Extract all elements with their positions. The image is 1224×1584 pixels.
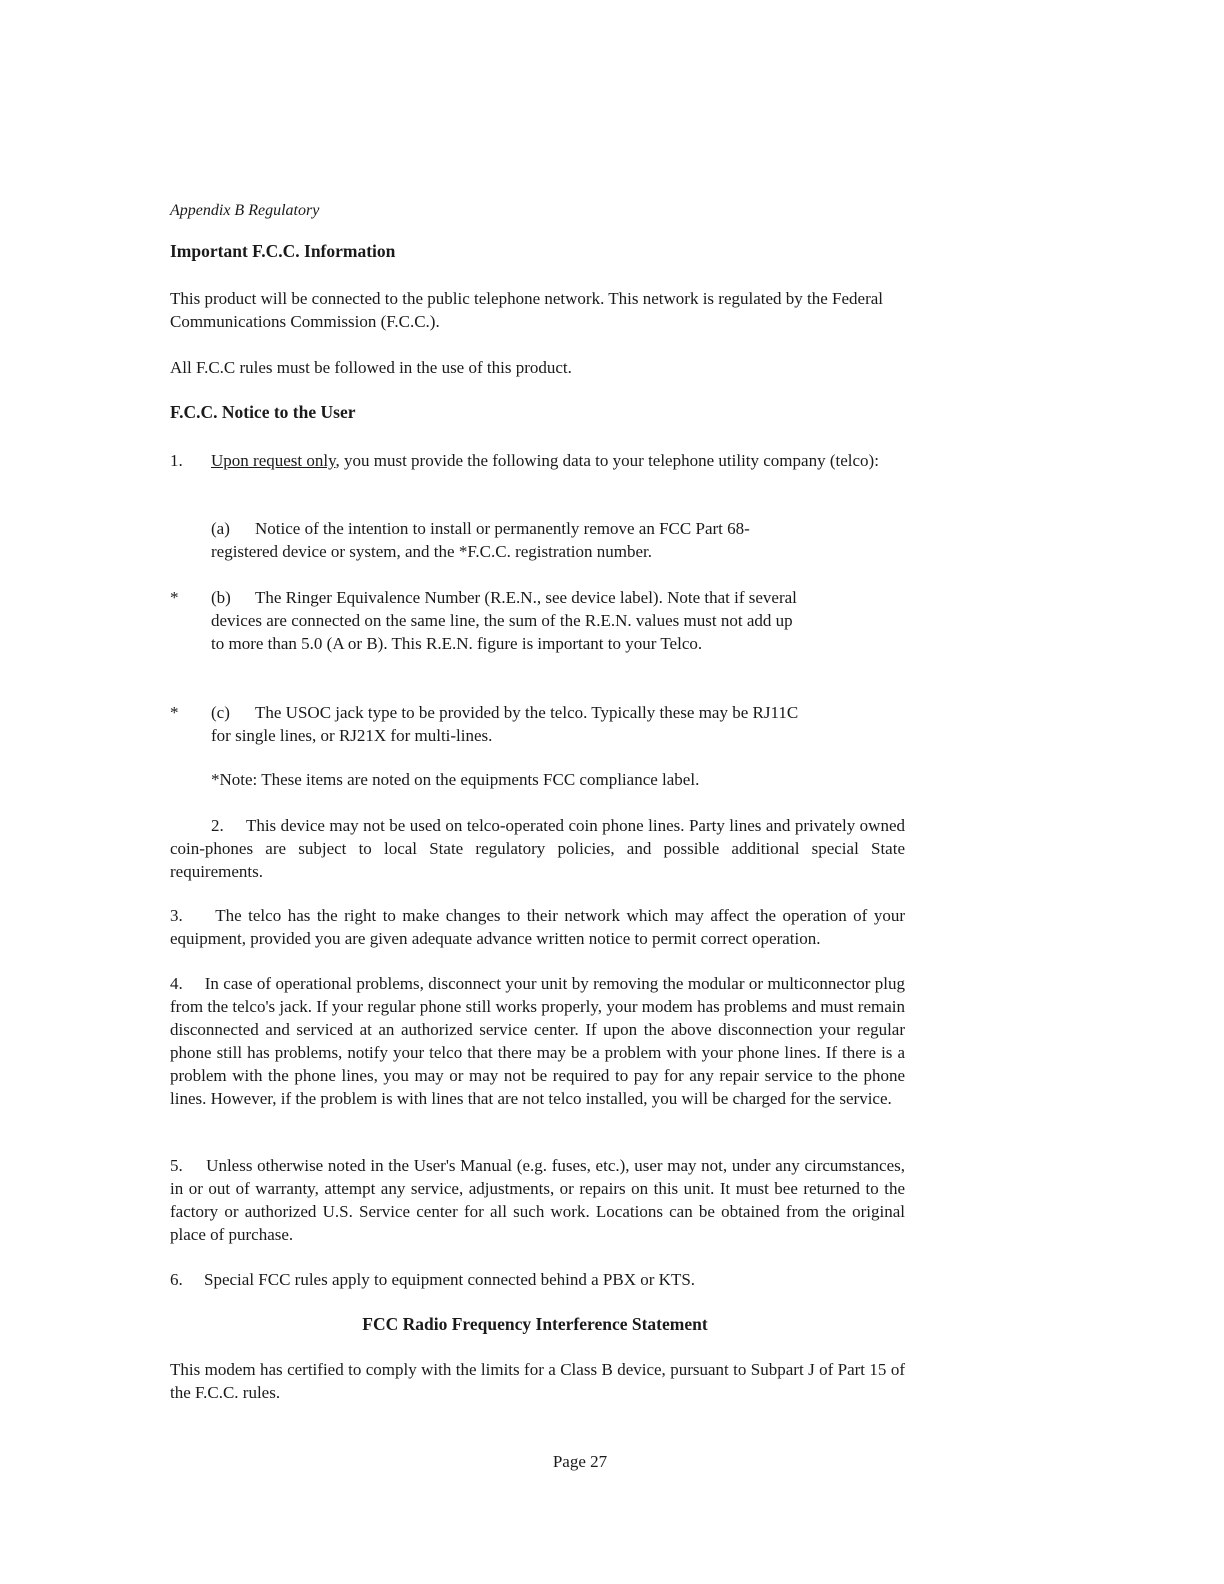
item-3-number: 3. xyxy=(170,906,183,925)
item-1-text xyxy=(211,449,901,472)
item-3-body: The telco has the right to make changes to their network which may affect the operation of your equipment, provided you are given adequate advance written notice to permit correct operation. xyxy=(170,906,906,948)
fcc-info-paragraph-1: This product will be connected to the public telephone network. This network is regulated by the Federal Communications Commission (F.C.C.). xyxy=(170,289,884,331)
compliance-note: *Note: These items are noted on the equipments FCC compliance label. xyxy=(211,770,700,789)
item-2-body: This device may not be used on telco-operated coin phone lines. Party lines and privately owned coin-phones are subject to local State regulatory policies, and possible additional special State requirements. xyxy=(170,816,906,881)
item-4-body: In case of operational problems, disconnect your unit by removing the modular or multiconnector plug from the telco's jack. If your regular phone still works properly, your modem has problems and must remain disconnected and serviced at an authorized service center. If upon the above disconnection your regular phone still has problems, notify your telco that there may be a problem with your phone lines. If there is a problem with the phone lines, you may or may not be required to pay for any repair service to the phone lines. However, if the problem is with lines that are not telco installed, you will be charged for the service. xyxy=(170,974,905,1108)
upon-request-only: Upon request only xyxy=(211,451,336,470)
item-1b-text: The Ringer Equivalence Number (R.E.N., see device label). Note that if several devices are connected on the same line, the sum of the R.E.N. values must not add up to more than 5.0 (A or B). This R.E.N. figure is important to your Telco. xyxy=(211,588,797,653)
item-6-number: 6. xyxy=(170,1270,183,1289)
item-3-text xyxy=(170,904,905,950)
item-1a-text: Notice of the intention to install or permanently remove an FCC Part 68-registered device or system, and the *F.C.C. registration number. xyxy=(211,519,750,561)
fcc-info-heading: Important F.C.C. Information xyxy=(170,241,396,261)
rfi-heading: FCC Radio Frequency Interference Statement xyxy=(362,1314,708,1334)
page-number: Page 27 xyxy=(552,1452,608,1471)
item-4-text xyxy=(170,972,905,1110)
rfi-paragraph: This modem has certified to comply with the limits for a Class B device, pursuant to Subpart J of Part 15 of the F.C.C. rules. xyxy=(170,1360,905,1402)
item-2-text xyxy=(170,814,905,883)
fcc-info-paragraph-2: All F.C.C rules must be followed in the use of this product. xyxy=(170,358,572,377)
item-1-body: , you must provide the following data to your telephone utility company (telco): xyxy=(335,451,879,470)
item-6-body: Special FCC rules apply to equipment connected behind a PBX or KTS. xyxy=(204,1270,696,1289)
section-header: Appendix B Regulatory xyxy=(170,202,320,219)
item-1c-label: (c) xyxy=(211,703,230,722)
item-4-number: 4. xyxy=(170,974,183,993)
notice-heading: F.C.C. Notice to the User xyxy=(170,402,356,422)
item-6-text xyxy=(170,1268,905,1291)
item-1c-text: The USOC jack type to be provided by the telco. Typically these may be RJ11C for single lines, or RJ21X for multi-lines. xyxy=(211,703,799,745)
item-2-number: 2. xyxy=(211,816,224,835)
item-1b-star: * xyxy=(170,588,179,607)
item-1c-star: * xyxy=(170,703,179,722)
item-5-text xyxy=(170,1154,905,1246)
item-5-body: Unless otherwise noted in the User's Manual (e.g. fuses, etc.), user may not, under any circumstances, in or out of warranty, attempt any service, adjustments, or repairs on this unit. It must bee returned to the factory or authorized U.S. Service center for all such work. Locations can be obtained from the original place of purchase. xyxy=(170,1156,905,1244)
item-1a-label: (a) xyxy=(211,519,230,538)
item-1b-label: (b) xyxy=(211,588,231,607)
item-1-number: 1. xyxy=(170,451,183,470)
item-5-number: 5. xyxy=(170,1156,183,1175)
